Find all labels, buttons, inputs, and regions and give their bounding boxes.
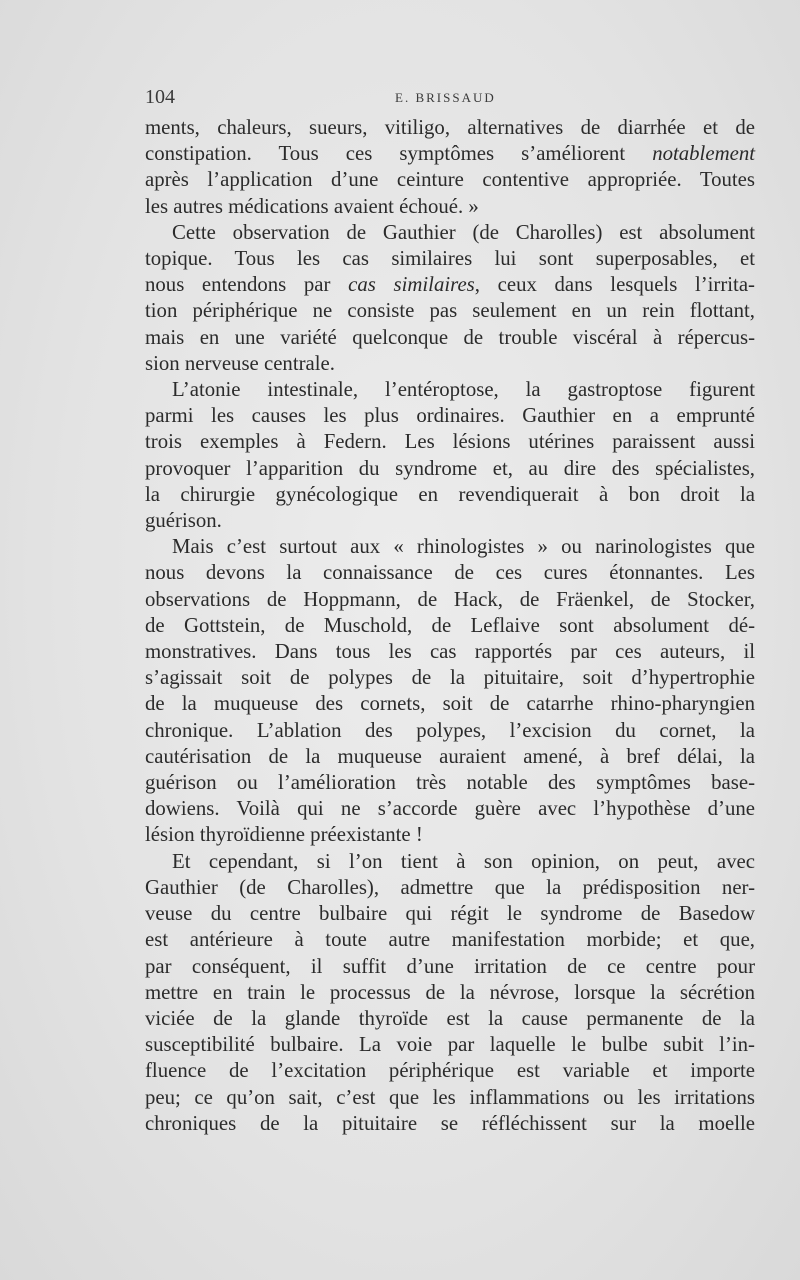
text-line [145, 272, 755, 298]
line-text: sion nerveuse centrale. [145, 351, 335, 375]
text-line [145, 822, 755, 848]
text-line [145, 534, 755, 560]
text-line [145, 508, 755, 534]
line-text: la chirurgie gynécologique en revendiquerait à bon droit la [145, 482, 755, 506]
running-head: E. BRISSAUD [395, 90, 496, 105]
line-text: tion périphérique ne consiste pas seulement en un rein flottant, [145, 299, 755, 323]
italic-emphasis: notablement [652, 142, 755, 166]
page-number: 104 [145, 86, 175, 108]
text-line [145, 954, 755, 980]
text-line [145, 456, 755, 482]
line-text: nous entendons par [145, 273, 349, 297]
text-line [145, 1006, 755, 1032]
line-text: ments, chaleurs, sueurs, vitiligo, alternatives de diarrhée et de [145, 116, 755, 139]
text-line [145, 849, 755, 875]
text-line [145, 1058, 755, 1084]
text-line [145, 167, 755, 193]
line-text: nous devons la connaissance de ces cures étonnantes. Les [145, 561, 755, 585]
text-line [145, 115, 755, 141]
text-line [145, 220, 755, 246]
text-line [145, 325, 755, 351]
line-text: Et cependant, si l’on tient à son opinion, on peut, avec [172, 849, 755, 873]
text-line [145, 639, 755, 665]
line-text: Cette observation de Gauthier (de Charolles) est absolument [172, 220, 755, 244]
page-header [145, 86, 755, 112]
text-line [145, 613, 755, 639]
line-text: de la muqueuse des cornets, soit de catarrhe rhino-pharyngien [145, 692, 755, 716]
line-text: lésion thyroïdienne préexistante ! [145, 823, 423, 847]
line-text: les autres médications avaient échoué. » [145, 194, 479, 218]
line-text: de Gottstein, de Muschold, de Leflaive sont absolument dé- [145, 613, 755, 637]
line-text: guérison. [145, 509, 222, 533]
line-text: chronique. L’ablation des polypes, l’excision du cornet, la [145, 718, 755, 742]
text-line [145, 403, 755, 429]
line-text: guérison ou l’amélioration très notable des symptômes base- [145, 771, 755, 795]
text-line [145, 1032, 755, 1058]
line-text: s’agissait soit de polypes de la pituitaire, soit d’hypertrophie [145, 666, 755, 690]
line-text: après l’application d’une ceinture contentive appropriée. Toutes [145, 168, 755, 192]
line-text: mettre en train le processus de la névrose, lorsque la sécrétion [145, 980, 755, 1004]
line-text: monstratives. Dans tous les cas rapportés par ces auteurs, il [145, 640, 755, 664]
line-text: chroniques de la pituitaire se réfléchissent sur la moelle [145, 1111, 755, 1135]
text-line [145, 351, 755, 377]
line-text: peu; ce qu’on sait, c’est que les inflammations ou les irritations [145, 1085, 755, 1109]
line-text: viciée de la glande thyroïde est la cause permanente de la [145, 1006, 755, 1030]
line-text: fluence de l’excitation périphérique est variable et importe [145, 1059, 755, 1083]
text-line [145, 770, 755, 796]
text-line [145, 429, 755, 455]
text-line [145, 875, 755, 901]
text-line [145, 1085, 755, 1111]
line-text: Gauthier (de Charolles), admettre que la prédisposition ner- [145, 875, 755, 899]
line-text: constipation. Tous ces symptômes s’améliorent [145, 142, 653, 166]
line-text: provoquer l’apparition du syndrome et, au dire des spécialistes, [145, 456, 755, 480]
text-line [145, 298, 755, 324]
line-text: susceptibilité bulbaire. La voie par laquelle le bulbe subit l’in- [145, 1033, 755, 1057]
text-line [145, 796, 755, 822]
line-text: cautérisation de la muqueuse auraient amené, à bref délai, la [145, 744, 755, 768]
line-text: topique. Tous les cas similaires lui sont superposables, et [145, 247, 755, 271]
body-text [145, 115, 755, 1137]
line-text: dowiens. Voilà qui ne s’accorde guère avec l’hypothèse d’une [145, 797, 755, 821]
text-line [145, 587, 755, 613]
line-text: par conséquent, il suffit d’une irritation de ce centre pour [145, 954, 755, 978]
line-text: veuse du centre bulbaire qui régit le syndrome de Basedow [145, 902, 755, 926]
line-text: parmi les causes les plus ordinaires. Gauthier en a emprunté [145, 404, 755, 428]
text-line [145, 901, 755, 927]
line-text: L’atonie intestinale, l’entéroptose, la gastroptose figurent [172, 378, 755, 402]
line-text: observations de Hoppmann, de Hack, de Fräenkel, de Stocker, [145, 587, 755, 611]
text-line [145, 141, 755, 167]
text-line [145, 1111, 755, 1137]
text-line [145, 246, 755, 272]
line-text-continued: , ceux dans lesquels l’irrita- [474, 273, 755, 297]
text-line [145, 560, 755, 586]
text-line [145, 980, 755, 1006]
line-text: trois exemples à Federn. Les lésions utérines paraissent aussi [145, 430, 755, 454]
text-line [145, 744, 755, 770]
line-text: est antérieure à toute autre manifestation morbide; et que, [145, 928, 755, 952]
text-line [145, 665, 755, 691]
text-line [145, 377, 755, 403]
text-line [145, 194, 755, 220]
italic-emphasis: cas similaires [348, 273, 475, 297]
line-text: mais en une variété quelconque de trouble viscéral à répercus- [145, 325, 755, 349]
text-line [145, 482, 755, 508]
line-text: Mais c’est surtout aux « rhinologistes » ou narinologistes que [172, 535, 755, 559]
text-line [145, 691, 755, 717]
text-line [145, 718, 755, 744]
text-line [145, 927, 755, 953]
